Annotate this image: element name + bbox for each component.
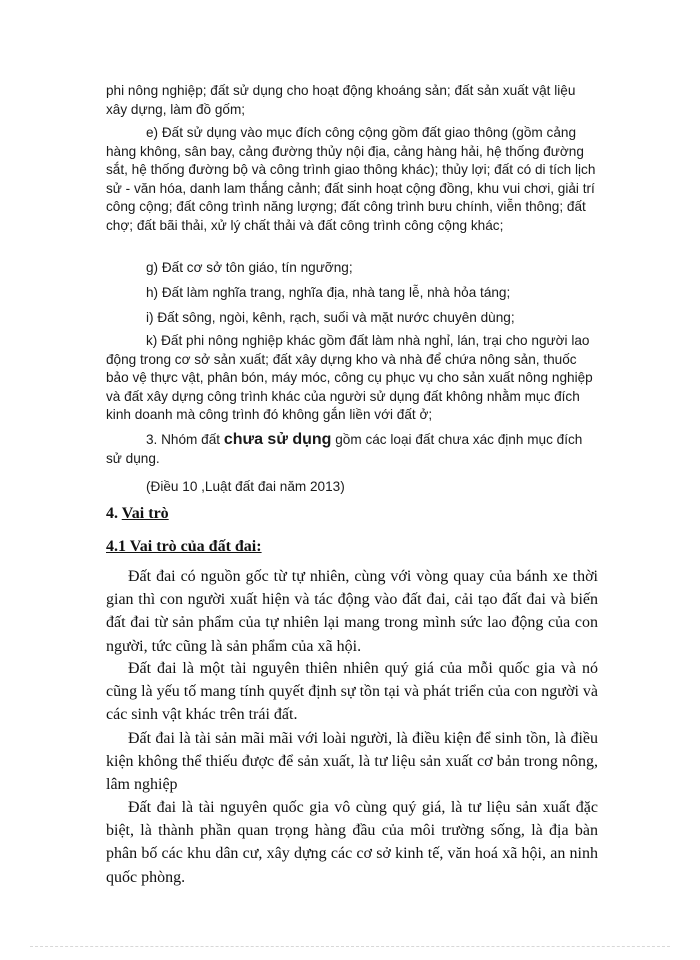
- body-paragraph: Đất đai là một tài nguyên thiên nhiên quý giá của mỗi quốc gia và nó cũng là yếu tố mang tính quyết định sự tồn tại và phát triển của con người và các sinh vật khác trên trái đất.: [106, 660, 598, 724]
- paragraph-3-tail: gồm các loại đất chưa xác định mục đích sử dụng.: [106, 432, 583, 466]
- paragraph-item-3: [106, 431, 596, 468]
- section-heading-4-1: [106, 537, 262, 557]
- body-paragraph: Đất đai là tài nguyên quốc gia vô cùng quý giá, là tư liệu sản xuất đặc biệt, là thành phần quan trọng hàng đầu của môi trường sống, là địa bàn phân bố các khu dân cư, xây dựng các cơ sở kinh tế, văn hoá xã hội, an ninh quốc phòng.: [106, 799, 598, 886]
- body-paragraph: Đất đai là tài sản mãi mãi với loài người, là điều kiện để sinh tồn, là điều kiện không thể thiếu được để sản xuất, là tư liệu sản xuất cơ bản trong nông, lâm nghiệp: [106, 730, 598, 794]
- section-4-1-title: 4.1 Vai trò của đất đai:: [106, 538, 262, 555]
- section-heading-4: [106, 504, 169, 524]
- paragraph-item-g: g) Đất cơ sở tôn giáo, tín ngưỡng;: [146, 260, 353, 275]
- page-bottom-divider: [30, 946, 670, 947]
- paragraph-item-i: i) Đất sông, ngòi, kênh, rạch, suối và mặt nước chuyên dùng;: [146, 310, 515, 325]
- paragraph-3-lead: 3. Nhóm đất: [146, 432, 224, 447]
- section-4-title: Vai trò: [121, 505, 169, 522]
- citation: (Điều 10 ,Luật đất đai năm 2013): [146, 479, 345, 494]
- paragraph-item-e: e) Đất sử dụng vào mục đích công cộng gồm đất giao thông (gồm cảng hàng không, sân bay, cảng đường thủy nội địa, cảng hàng hải, hệ thống đường sắt, hệ thống đường bộ và công trình giao thông khác); thủy lợi; đất có di tích lịch sử - văn hóa, danh lam thắng cảnh; đất sinh hoạt cộng đồng, khu vui chơi, giải trí công cộng; đất công trình năng lượng; đất công trình bưu chính, viễn thông; đất chợ; đất bãi thải, xử lý chất thải và đất công trình công cộng khác;: [106, 125, 596, 233]
- section-4-number: 4.: [106, 505, 122, 522]
- paragraph-continuation: phi nông nghiệp; đất sử dụng cho hoạt động khoáng sản; đất sản xuất vật liệu xây dựng, làm đồ gốm;: [106, 83, 576, 117]
- paragraph-3-emphasis: chưa sử dụng: [223, 431, 332, 448]
- paragraph-item-k: k) Đất phi nông nghiệp khác gồm đất làm nhà nghỉ, lán, trại cho người lao động trong cơ sở sản xuất; đất xây dựng kho và nhà để chứa nông sản, thuốc bảo vệ thực vật, phân bón, máy móc, công cụ phục vụ cho sản xuất nông nghiệp và đất xây dựng công trình khác của người sử dụng đất không nhằm mục đích kinh doanh mà công trình đó không gắn liền với đất ở;: [106, 333, 593, 423]
- body-paragraph: Đất đai có nguồn gốc từ tự nhiên, cùng với vòng quay của bánh xe thời gian thì con người xuất hiện và tác động vào đất đai, cải tạo đất đai và biến đất đai từ sản phẩm của tự nhiên lại mang trong mình sức lao động của con người, tức cũng là sản phẩm của xã hội.: [106, 568, 598, 655]
- paragraph-item-h: h) Đất làm nghĩa trang, nghĩa địa, nhà tang lễ, nhà hỏa táng;: [146, 285, 511, 300]
